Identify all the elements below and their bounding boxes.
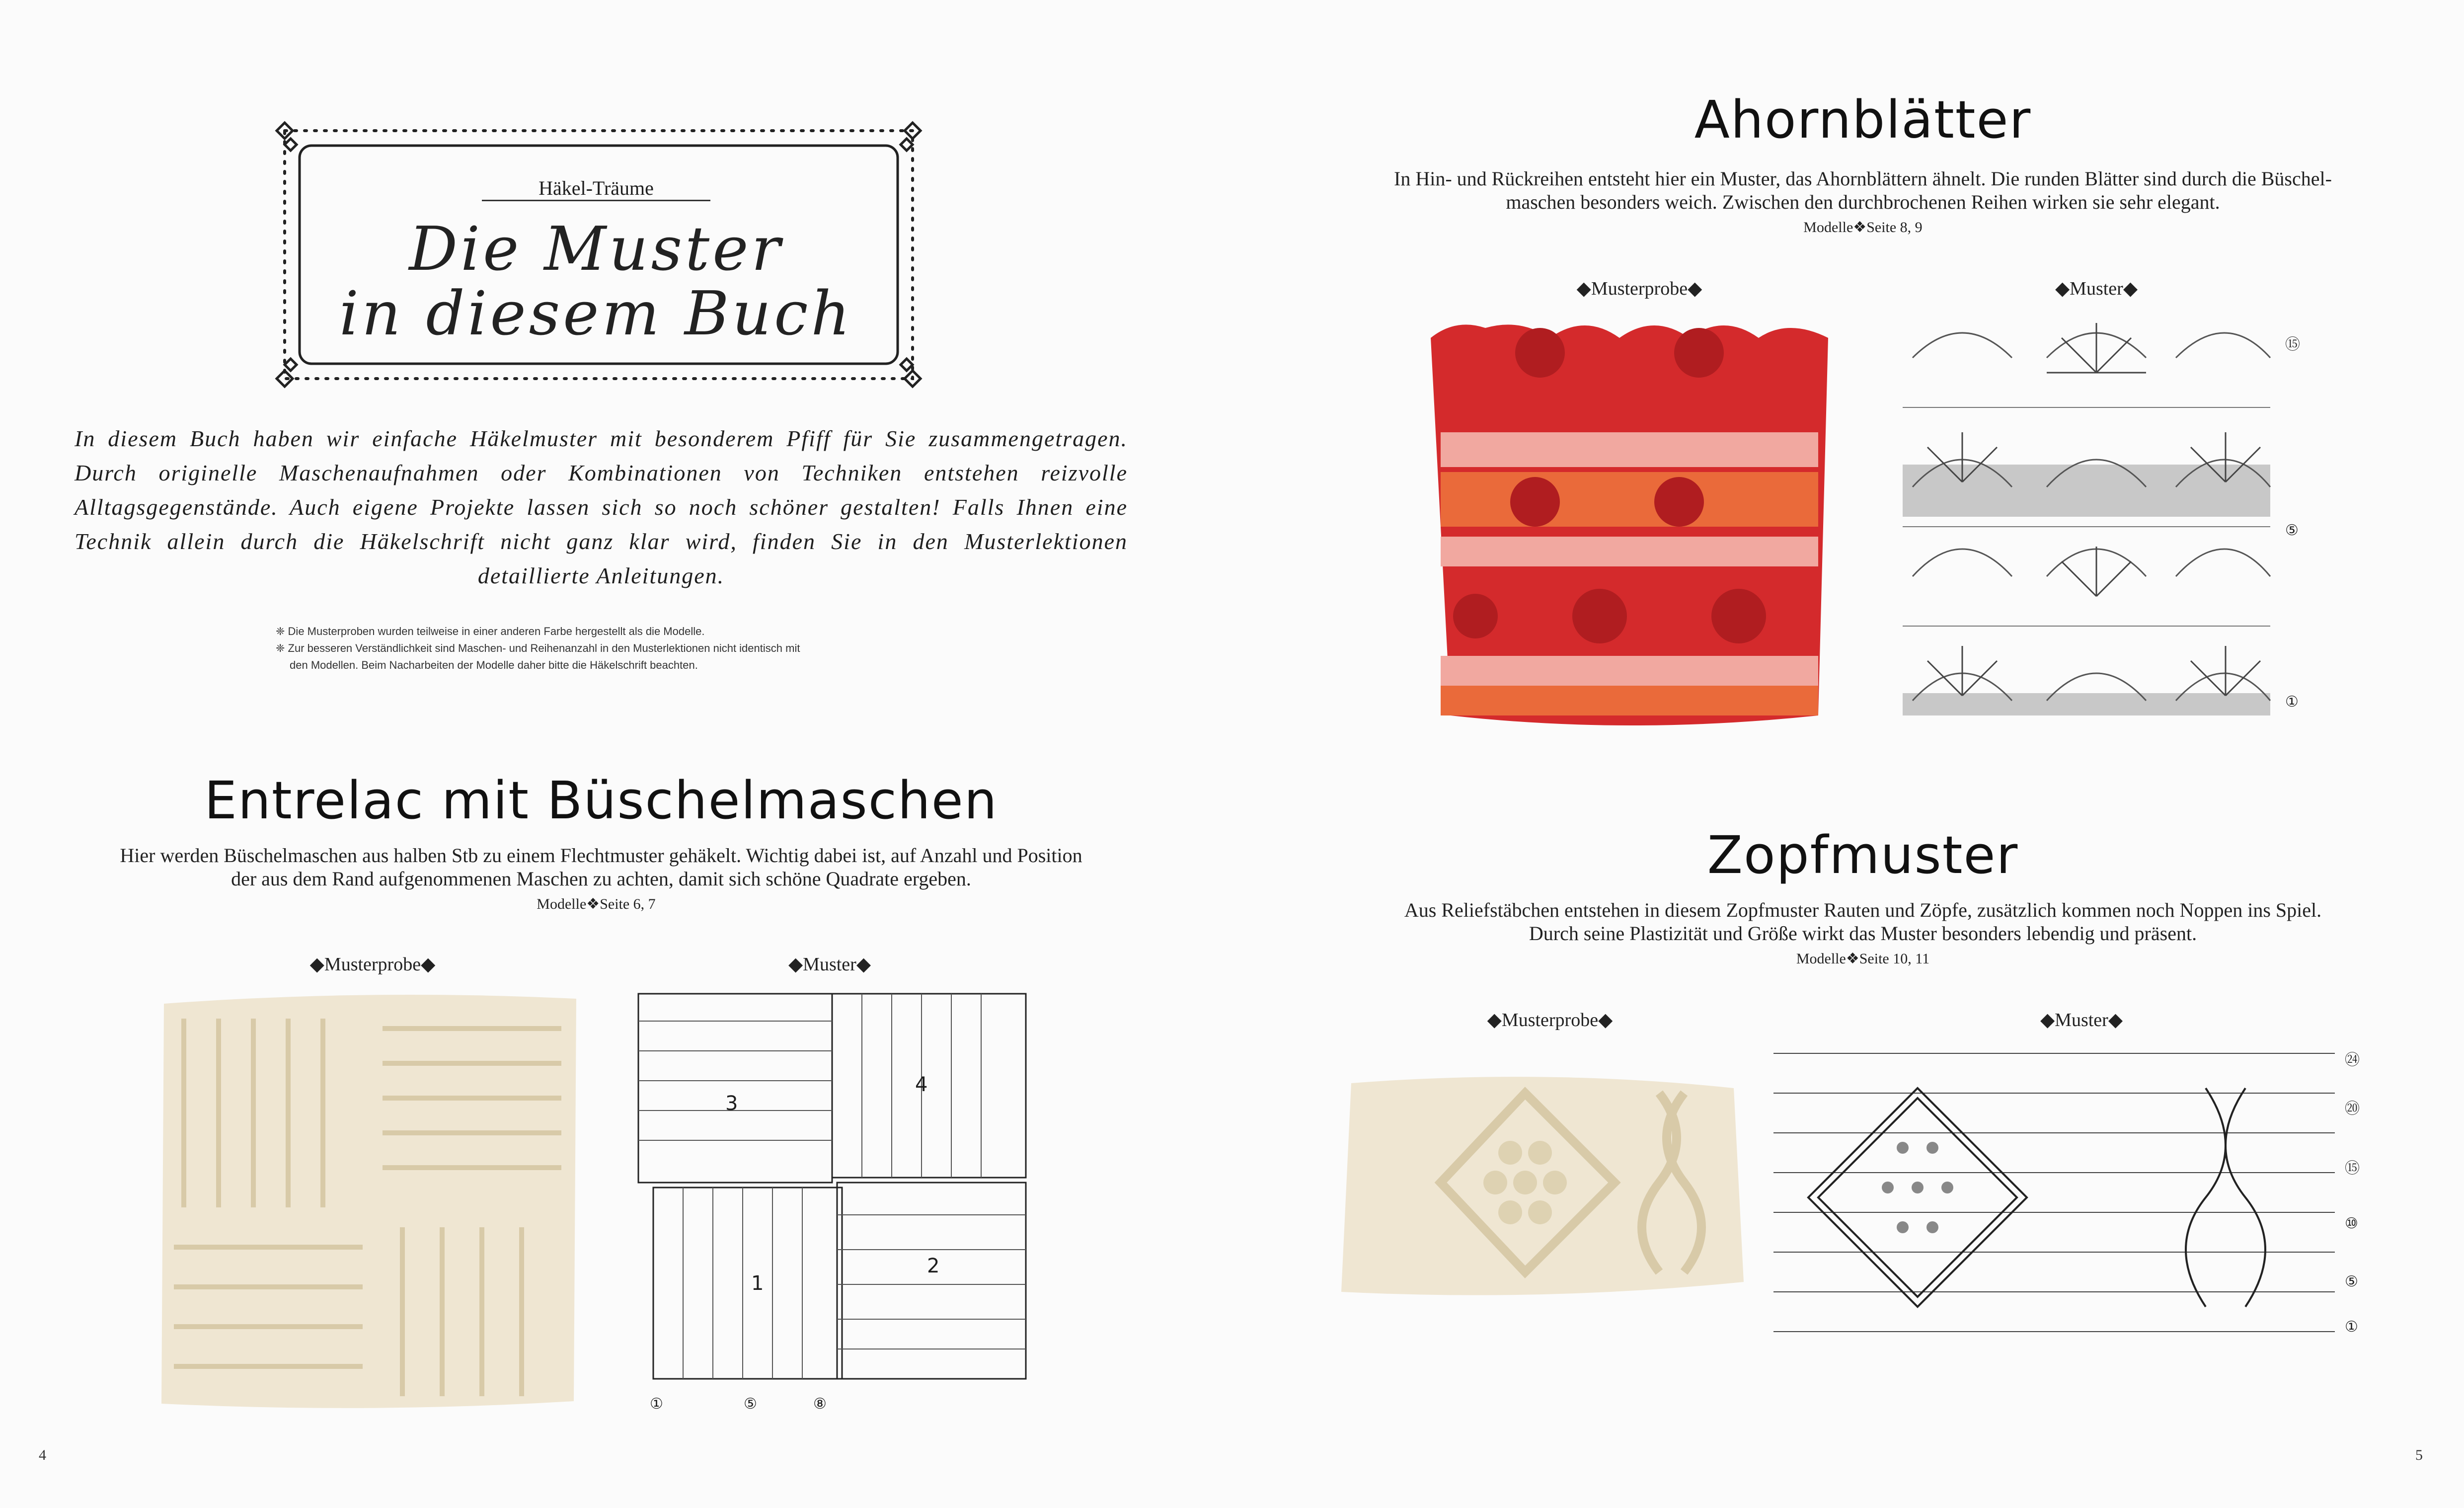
diamond-icon: ❖ (1853, 219, 1867, 236)
title-line-1: Die Muster (409, 214, 783, 284)
stitch-marker: ⑧ (813, 1396, 827, 1412)
diamond-icon: ◆ (1487, 1010, 1502, 1031)
intro-paragraph: In diesem Buch haben wir einfache Häkelmuster mit besonderem Pfiff für Sie zusammengetragen. Durch originelle Maschenaufnahmen oder Kombinationen von Techniken entstehen reizvolle Alltagsgegenstände. Auch eigene Projekte lassen sich so noch schöner gestalten! Falls Ihnen eine Technik allein durch die Häkelschrift nicht ganz klar wird, finden Sie in den Musterlektionen detaillierte Anleitungen. (75, 426, 1128, 588)
diamond-icon: ◆ (2055, 278, 2070, 299)
diamond-icon: ◆ (2123, 278, 2138, 299)
page-number-left: 4 (39, 1447, 46, 1463)
zopf-chart-caption (1997, 1009, 2166, 1031)
seite-ref: Seite 8, 9 (1866, 219, 1923, 236)
ahorn-sample-caption (1535, 277, 1744, 300)
diamond-icon: ◆ (856, 954, 871, 975)
block-number: 2 (927, 1255, 940, 1277)
diamond-icon: ◆ (2040, 1010, 2055, 1031)
seite-ref: Seite 10, 11 (1859, 951, 1930, 967)
caption-text: Muster (803, 954, 856, 975)
diamond-icon: ❖ (1846, 951, 1859, 967)
zopf-crochet-chart (1769, 1048, 2340, 1342)
zopf-sample-caption (1446, 1009, 1654, 1031)
zopf-model-ref (1714, 950, 2012, 967)
block-number: 1 (751, 1272, 764, 1295)
diamond-icon: ◆ (1576, 278, 1591, 299)
diamond-icon: ◆ (421, 954, 436, 975)
row-marker: ⑩ (2345, 1215, 2358, 1232)
caption-text: Musterprobe (1501, 1010, 1599, 1031)
modelle-label: Modelle (537, 896, 587, 912)
ahorn-desc-1: In Hin- und Rückreihen entsteht hier ein Muster, das Ahornblättern ähnelt. Die runden Blätter sind durch die Büschel- (1394, 167, 2332, 190)
row-marker: ⑤ (2285, 522, 2299, 539)
section-title-ahornblaetter: Ahornblätter (1694, 89, 2032, 150)
caption-text: Musterprobe (1591, 278, 1688, 299)
kicker: Häkel-Träume (539, 177, 654, 199)
diamond-icon: ◆ (2108, 1010, 2123, 1031)
ahorn-chart-caption (2012, 277, 2181, 300)
zopf-swatch-photo (1336, 1063, 1749, 1312)
row-marker: ① (2345, 1319, 2358, 1335)
diamond-icon: ◆ (1688, 278, 1702, 299)
ahorn-desc-2: maschen besonders weich. Zwischen den durchbrochenen Reihen wirken sie sehr elegant. (1506, 191, 2220, 213)
note-3: den Modellen. Beim Nacharbeiten der Modelle daher bitte die Häkelschrift beachten. (290, 659, 698, 671)
entrelac-desc-1: Hier werden Büschelmaschen aus halben Stb zu einem Flechtmuster gehäkelt. Wichtig dabei ist, auf Anzahl und Position (120, 844, 1082, 867)
ahorn-model-ref (1714, 219, 2012, 236)
zopf-desc-2: Durch seine Plastizität und Größe wirkt das Muster besonders lebendig und präsent. (1529, 922, 2197, 945)
diamond-icon: ◆ (309, 954, 324, 975)
row-marker: ⑳ (2345, 1101, 2360, 1117)
ahorn-swatch-photo (1421, 308, 1838, 730)
entrelac-swatch-photo (154, 989, 581, 1411)
row-marker: ⑮ (2345, 1160, 2360, 1177)
ahorn-crochet-chart (1898, 318, 2275, 720)
entrelac-chart-caption (745, 953, 914, 975)
caption-text: Muster (2055, 1010, 2108, 1031)
section-title-entrelac: Entrelac mit Büschelmaschen (204, 770, 998, 831)
block-number: 4 (915, 1073, 928, 1096)
stitch-marker: ① (650, 1396, 663, 1412)
stitch-marker: ⑤ (744, 1396, 757, 1412)
row-marker: ㉔ (2345, 1052, 2360, 1068)
caption-text: Musterprobe (324, 954, 421, 975)
row-marker: ⑤ (2345, 1273, 2358, 1290)
kicker-underline (482, 200, 710, 201)
diamond-icon: ◆ (788, 954, 803, 975)
caption-text: Muster (2070, 278, 2123, 299)
block-number: 3 (725, 1092, 738, 1115)
entrelac-desc-2: der aus dem Rand aufgenommenen Maschen zu achten, damit sich schöne Quadrate ergeben. (231, 868, 971, 890)
note-1: ❈ Die Musterproben wurden teilweise in einer anderen Farbe hergestellt als die Modelle. (276, 625, 705, 637)
diamond-icon: ◆ (1598, 1010, 1613, 1031)
diamond-icon: ❖ (586, 896, 600, 912)
entrelac-model-ref (447, 895, 745, 913)
row-marker: ① (2285, 694, 2299, 710)
seite-ref: Seite 6, 7 (600, 896, 656, 912)
entrelac-crochet-chart (633, 991, 1031, 1384)
modelle-label: Modelle (1796, 951, 1846, 967)
note-2: ❈ Zur besseren Verständlichkeit sind Maschen- und Reihenanzahl in den Musterlektionen nicht identisch mit (276, 642, 800, 654)
section-title-zopfmuster: Zopfmuster (1707, 825, 2019, 885)
row-marker: ⑮ (2285, 336, 2300, 353)
modelle-label: Modelle (1803, 219, 1853, 236)
zopf-desc-1: Aus Reliefstäbchen entstehen in diesem Zopfmuster Rauten und Zöpfe, zusätzlich kommen noch Noppen ins Spiel. (1404, 899, 2322, 921)
entrelac-sample-caption (268, 953, 477, 975)
title-line-2: in diesem Buch (339, 278, 853, 349)
page-number-right: 5 (2415, 1447, 2423, 1463)
